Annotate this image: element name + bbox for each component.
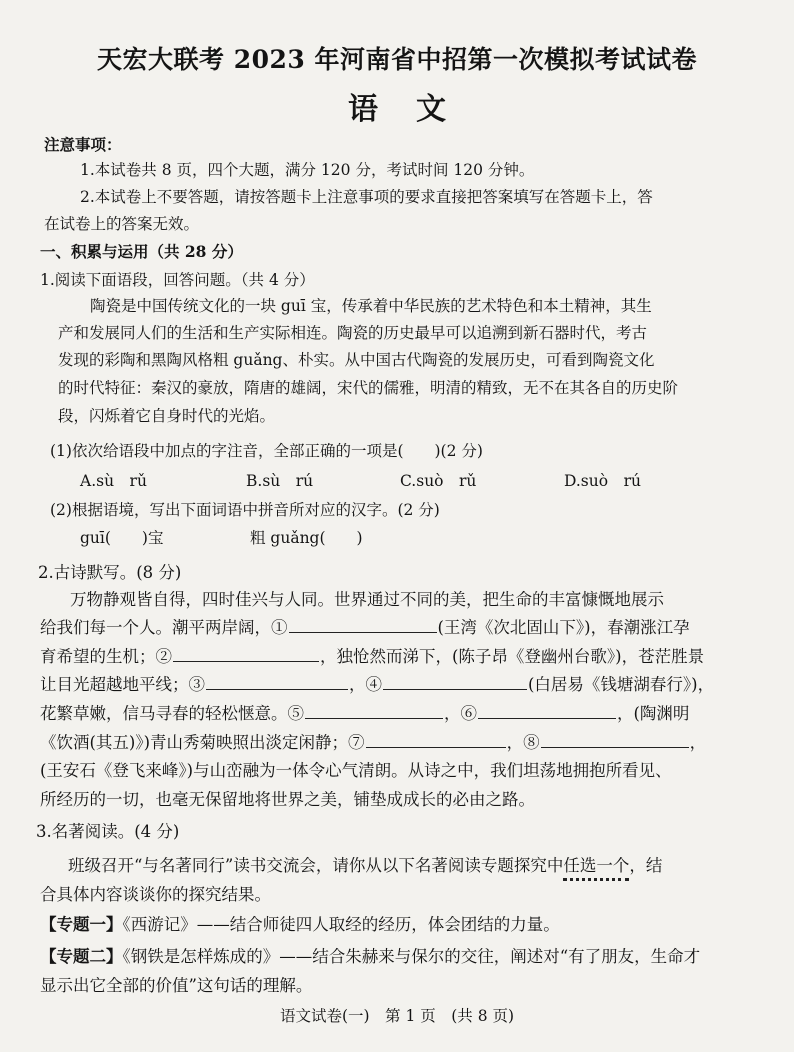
- q2-line: 花繁草嫩，信马寻春的轻松惬意。⑤ ，⑥ ，(陶渊明: [40, 700, 689, 724]
- q1-passage-line: 陶瓷是中国传统文化的一块 guī 宝，传承着中华民族的艺术特色和本土精神，其生: [90, 297, 652, 315]
- q1-sub2: (2)根据语境，写出下面词语中拼音所对应的汉字。(2 分): [50, 501, 440, 519]
- answer-blank-4[interactable]: [383, 672, 527, 690]
- q2-line: 让目光超越地平线；③ ，④ (白居易《钱塘湖春行》)，: [40, 671, 714, 695]
- answer-blank-5[interactable]: [305, 701, 443, 719]
- notice-item-2-cont: 在试卷上的答案无效。: [44, 215, 200, 233]
- q1-title: 1.阅读下面语段，回答问题。（共 4 分）: [40, 271, 315, 289]
- q2-title: 2.古诗默写。(8 分): [38, 563, 182, 582]
- q1-passage-line: 的时代特征：秦汉的豪放，隋唐的雄阔，宋代的儒雅，明清的精致，无不在其各自的历史阶: [58, 379, 679, 397]
- q1-sub2-blank-1: guī( )宝: [80, 529, 164, 547]
- notice-item-2: 2.本试卷上不要答题，请按答题卡上注意事项的要求直接把答案填写在答题卡上，答: [80, 188, 653, 206]
- q1-option-c: C.suò rǔ: [400, 472, 477, 490]
- section-heading: 一、积累与运用（共 28 分）: [40, 242, 243, 261]
- q1-sub1: (1)依次给语段中加点的字注音，全部正确的一项是( )(2 分): [50, 442, 483, 460]
- q3-title: 3.名著阅读。(4 分): [36, 822, 180, 841]
- q3-topic-1: 【专题一】《西游记》——结合师徒四人取经的经历，体会团结的力量。: [40, 915, 560, 934]
- emphasis-dots: 任选一个: [563, 856, 630, 875]
- q2-line: 《饮酒(其五)》)青山秀菊映照出淡定闲静；⑦ ，⑧ ，: [40, 729, 706, 753]
- notice-heading: 注意事项：: [44, 135, 122, 154]
- q1-sub2-blank-2: 粗 guǎng( ): [250, 529, 363, 547]
- q1-passage-line: 段，闪烁着它自身时代的光焰。: [58, 407, 276, 425]
- answer-blank-1[interactable]: [289, 615, 437, 633]
- q2-line: 育希望的生机；② ，独怆然而涕下，(陈子昂《登幽州台歌》)，苍茫胜景: [40, 643, 704, 667]
- q1-passage-line: 发现的彩陶和黑陶风格粗 guǎng、朴实。从中国古代陶瓷的发展历史，可看到陶瓷文化: [58, 351, 655, 369]
- q1-option-b: B.sù rú: [246, 472, 314, 490]
- q1-option-a: A.sù rǔ: [80, 472, 147, 490]
- page-footer: 语文试卷(一) 第 1 页 (共 8 页): [279, 1007, 515, 1025]
- notice-item-1: 1.本试卷共 8 页，四个大题，满分 120 分，考试时间 120 分钟。: [80, 161, 535, 179]
- q3-line: 班级召开“与名著同行”读书交流会，请你从以下名著阅读专题探究中任选一个，结: [68, 856, 663, 875]
- subject-title: 语文: [348, 92, 484, 127]
- answer-blank-6[interactable]: [478, 701, 616, 719]
- answer-blank-3[interactable]: [206, 672, 348, 690]
- exam-title: 天宏大联考 2023 年河南省中招第一次模拟考试试卷: [97, 45, 697, 74]
- answer-blank-8[interactable]: [541, 730, 689, 748]
- q2-line: 给我们每一个人。潮平两岸阔，① (王湾《次北固山下》)，春潮涨江孕: [40, 614, 690, 638]
- answer-blank-7[interactable]: [366, 730, 506, 748]
- q1-option-d: D.suò rú: [564, 472, 641, 490]
- q2-line: 万物静观皆自得，四时佳兴与人同。世界通过不同的美，把生命的丰富慷慨地展示: [70, 590, 664, 609]
- q2-line: 所经历的一切，也毫无保留地将世界之美，铺垫成成长的必由之路。: [40, 790, 535, 809]
- q3-line: 合具体内容谈谈你的探究结果。: [40, 885, 271, 904]
- q1-passage-line: 产和发展同人们的生活和生产实际相连。陶瓷的历史最早可以追溯到新石器时代，考古: [58, 324, 648, 342]
- q3-topic-2: 【专题二】《钢铁是怎样炼成的》——结合朱赫来与保尔的交往，阐述对“有了朋友，生命才: [40, 947, 701, 966]
- q3-topic-2-cont: 显示出它全部的价值”这句话的理解。: [40, 976, 313, 995]
- answer-blank-2[interactable]: [173, 644, 319, 662]
- q2-line: (王安石《登飞来峰》)与山峦融为一体令心气清朗。从诗之中，我们坦荡地拥抱所看见、: [40, 761, 672, 780]
